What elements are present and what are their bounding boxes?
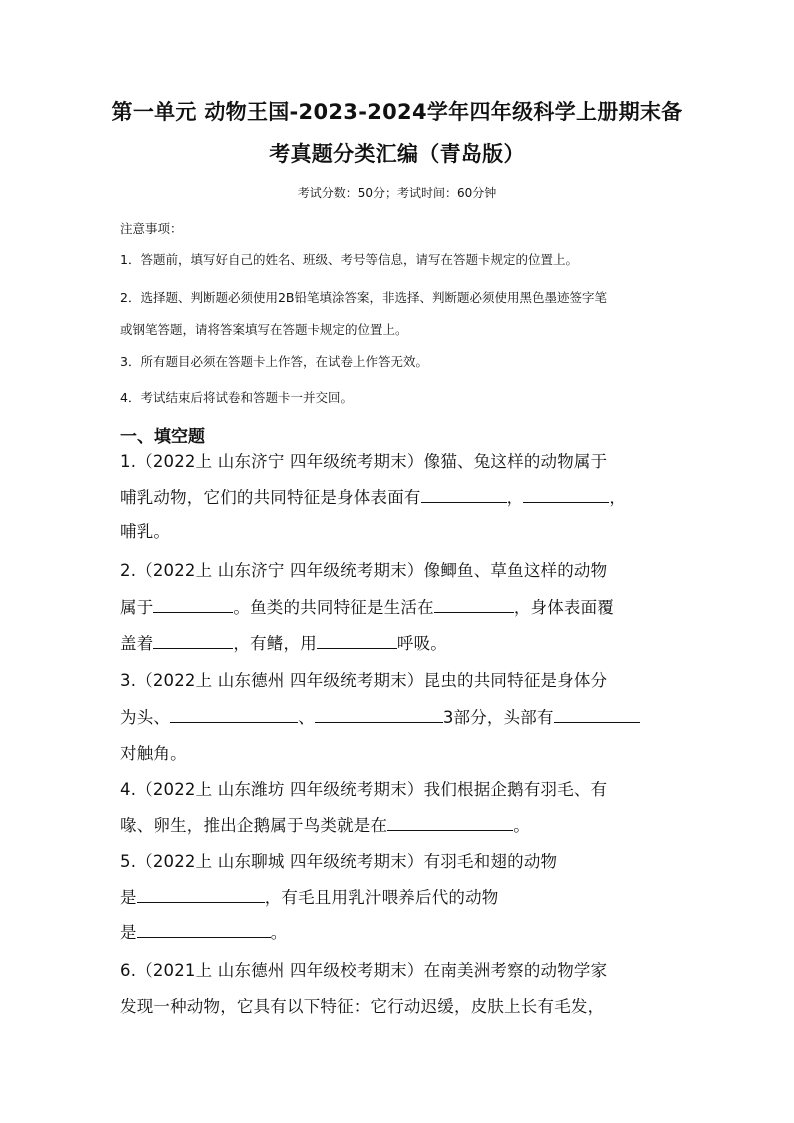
notes-heading: 注意事项： [120, 221, 183, 236]
question-4-text-b: 。 [513, 816, 530, 835]
question-4-line-2 [120, 812, 530, 836]
answer-blank[interactable] [315, 705, 443, 723]
answer-blank[interactable] [554, 705, 640, 723]
question-3-text-c: 3部分，头部有 [442, 708, 554, 727]
answer-blank[interactable] [523, 485, 609, 503]
question-2-line-2 [120, 594, 614, 618]
answer-blank[interactable] [153, 595, 233, 613]
question-5-line-2 [120, 884, 499, 908]
question-2-text-f: 呼吸。 [396, 634, 448, 653]
note-item-1: 1．答题前，填写好自己的姓名、班级、考号等信息，请写在答题卡规定的位置上。 [120, 252, 578, 267]
question-2-text-b: 。鱼类的共同特征是生活在 [233, 598, 434, 617]
answer-blank[interactable] [170, 705, 298, 723]
question-2-line-3 [120, 630, 447, 654]
answer-blank[interactable] [137, 920, 271, 938]
question-2-text-a: 属于 [120, 598, 154, 617]
question-5-text-c: 是 [120, 923, 137, 942]
question-6-line-1: 6.（2021上 山东德州 四年级校考期末）在南美洲考察的动物学家 [120, 961, 608, 980]
question-3-text-b: 、 [298, 708, 315, 727]
question-3-text-a: 为头、 [120, 708, 171, 727]
question-5-text-b: ，有毛且用乳汁喂养后代的动物 [264, 888, 499, 907]
question-2-text-d: 盖着 [120, 634, 154, 653]
answer-blank[interactable] [317, 631, 397, 649]
note-item-2-line-2: 或钢笔答题，请将答案填写在答题卡规定的位置上。 [120, 322, 408, 337]
question-1-line-1: 1.（2022上 山东济宁 四年级统考期末）像猫、兔这样的动物属于 [120, 452, 608, 471]
question-1-text-c: ， [609, 488, 627, 507]
question-3-line-3: 对触角。 [120, 744, 187, 763]
answer-blank[interactable] [137, 885, 265, 903]
question-3-line-2 [120, 704, 640, 728]
question-5-line-3 [120, 919, 287, 943]
question-3-line-1: 3.（2022上 山东德州 四年级统考期末）昆虫的共同特征是身体分 [120, 671, 608, 690]
question-2-line-1: 2.（2022上 山东济宁 四年级统考期末）像鲫鱼、草鱼这样的动物 [120, 561, 608, 580]
document-title-line-1: 第一单元 动物王国-2023-2024学年四年级科学上册期末备 [111, 100, 683, 124]
question-6-line-2: 发现一种动物，它具有以下特征：它行动迟缓，皮肤上长有毛发， [120, 997, 605, 1016]
question-5-text-a: 是 [120, 888, 137, 907]
question-1-line-2 [120, 484, 626, 508]
answer-blank[interactable] [421, 485, 507, 503]
answer-blank[interactable] [434, 595, 514, 613]
question-2-text-e: ，有鳍，用 [233, 634, 317, 653]
document-title-line-2: 考真题分类汇编（青岛版） [269, 142, 525, 166]
answer-blank[interactable] [387, 813, 513, 831]
question-5-text-d: 。 [270, 923, 288, 942]
question-4-line-1: 4.（2022上 山东潍坊 四年级统考期末）我们根据企鹅有羽毛、有 [120, 780, 608, 799]
question-1-text-b: ， [506, 488, 524, 507]
exam-meta: 考试分数：50分；考试时间：60分钟 [297, 186, 497, 200]
question-2-text-c: ，身体表面覆 [513, 598, 615, 617]
question-4-text-a: 喙、卵生，推出企鹅属于鸟类就是在 [120, 816, 388, 835]
question-1-line-3: 哺乳。 [120, 522, 171, 541]
question-5-line-1: 5.（2022上 山东聊城 四年级统考期末）有羽毛和翅的动物 [120, 852, 558, 871]
note-item-4: 4．考试结束后将试卷和答题卡一并交回。 [120, 390, 353, 405]
section-title: 一、填空题 [120, 427, 205, 447]
answer-blank[interactable] [153, 631, 233, 649]
question-1-text-a: 哺乳动物，它们的共同特征是身体表面有 [120, 488, 421, 507]
note-item-3: 3．所有题目必须在答题卡上作答，在试卷上作答无效。 [120, 354, 428, 369]
note-item-2-line-1: 2．选择题、判断题必须使用2B铅笔填涂答案，非选择、判断题必须使用黑色墨迹签字笔 [120, 290, 607, 305]
